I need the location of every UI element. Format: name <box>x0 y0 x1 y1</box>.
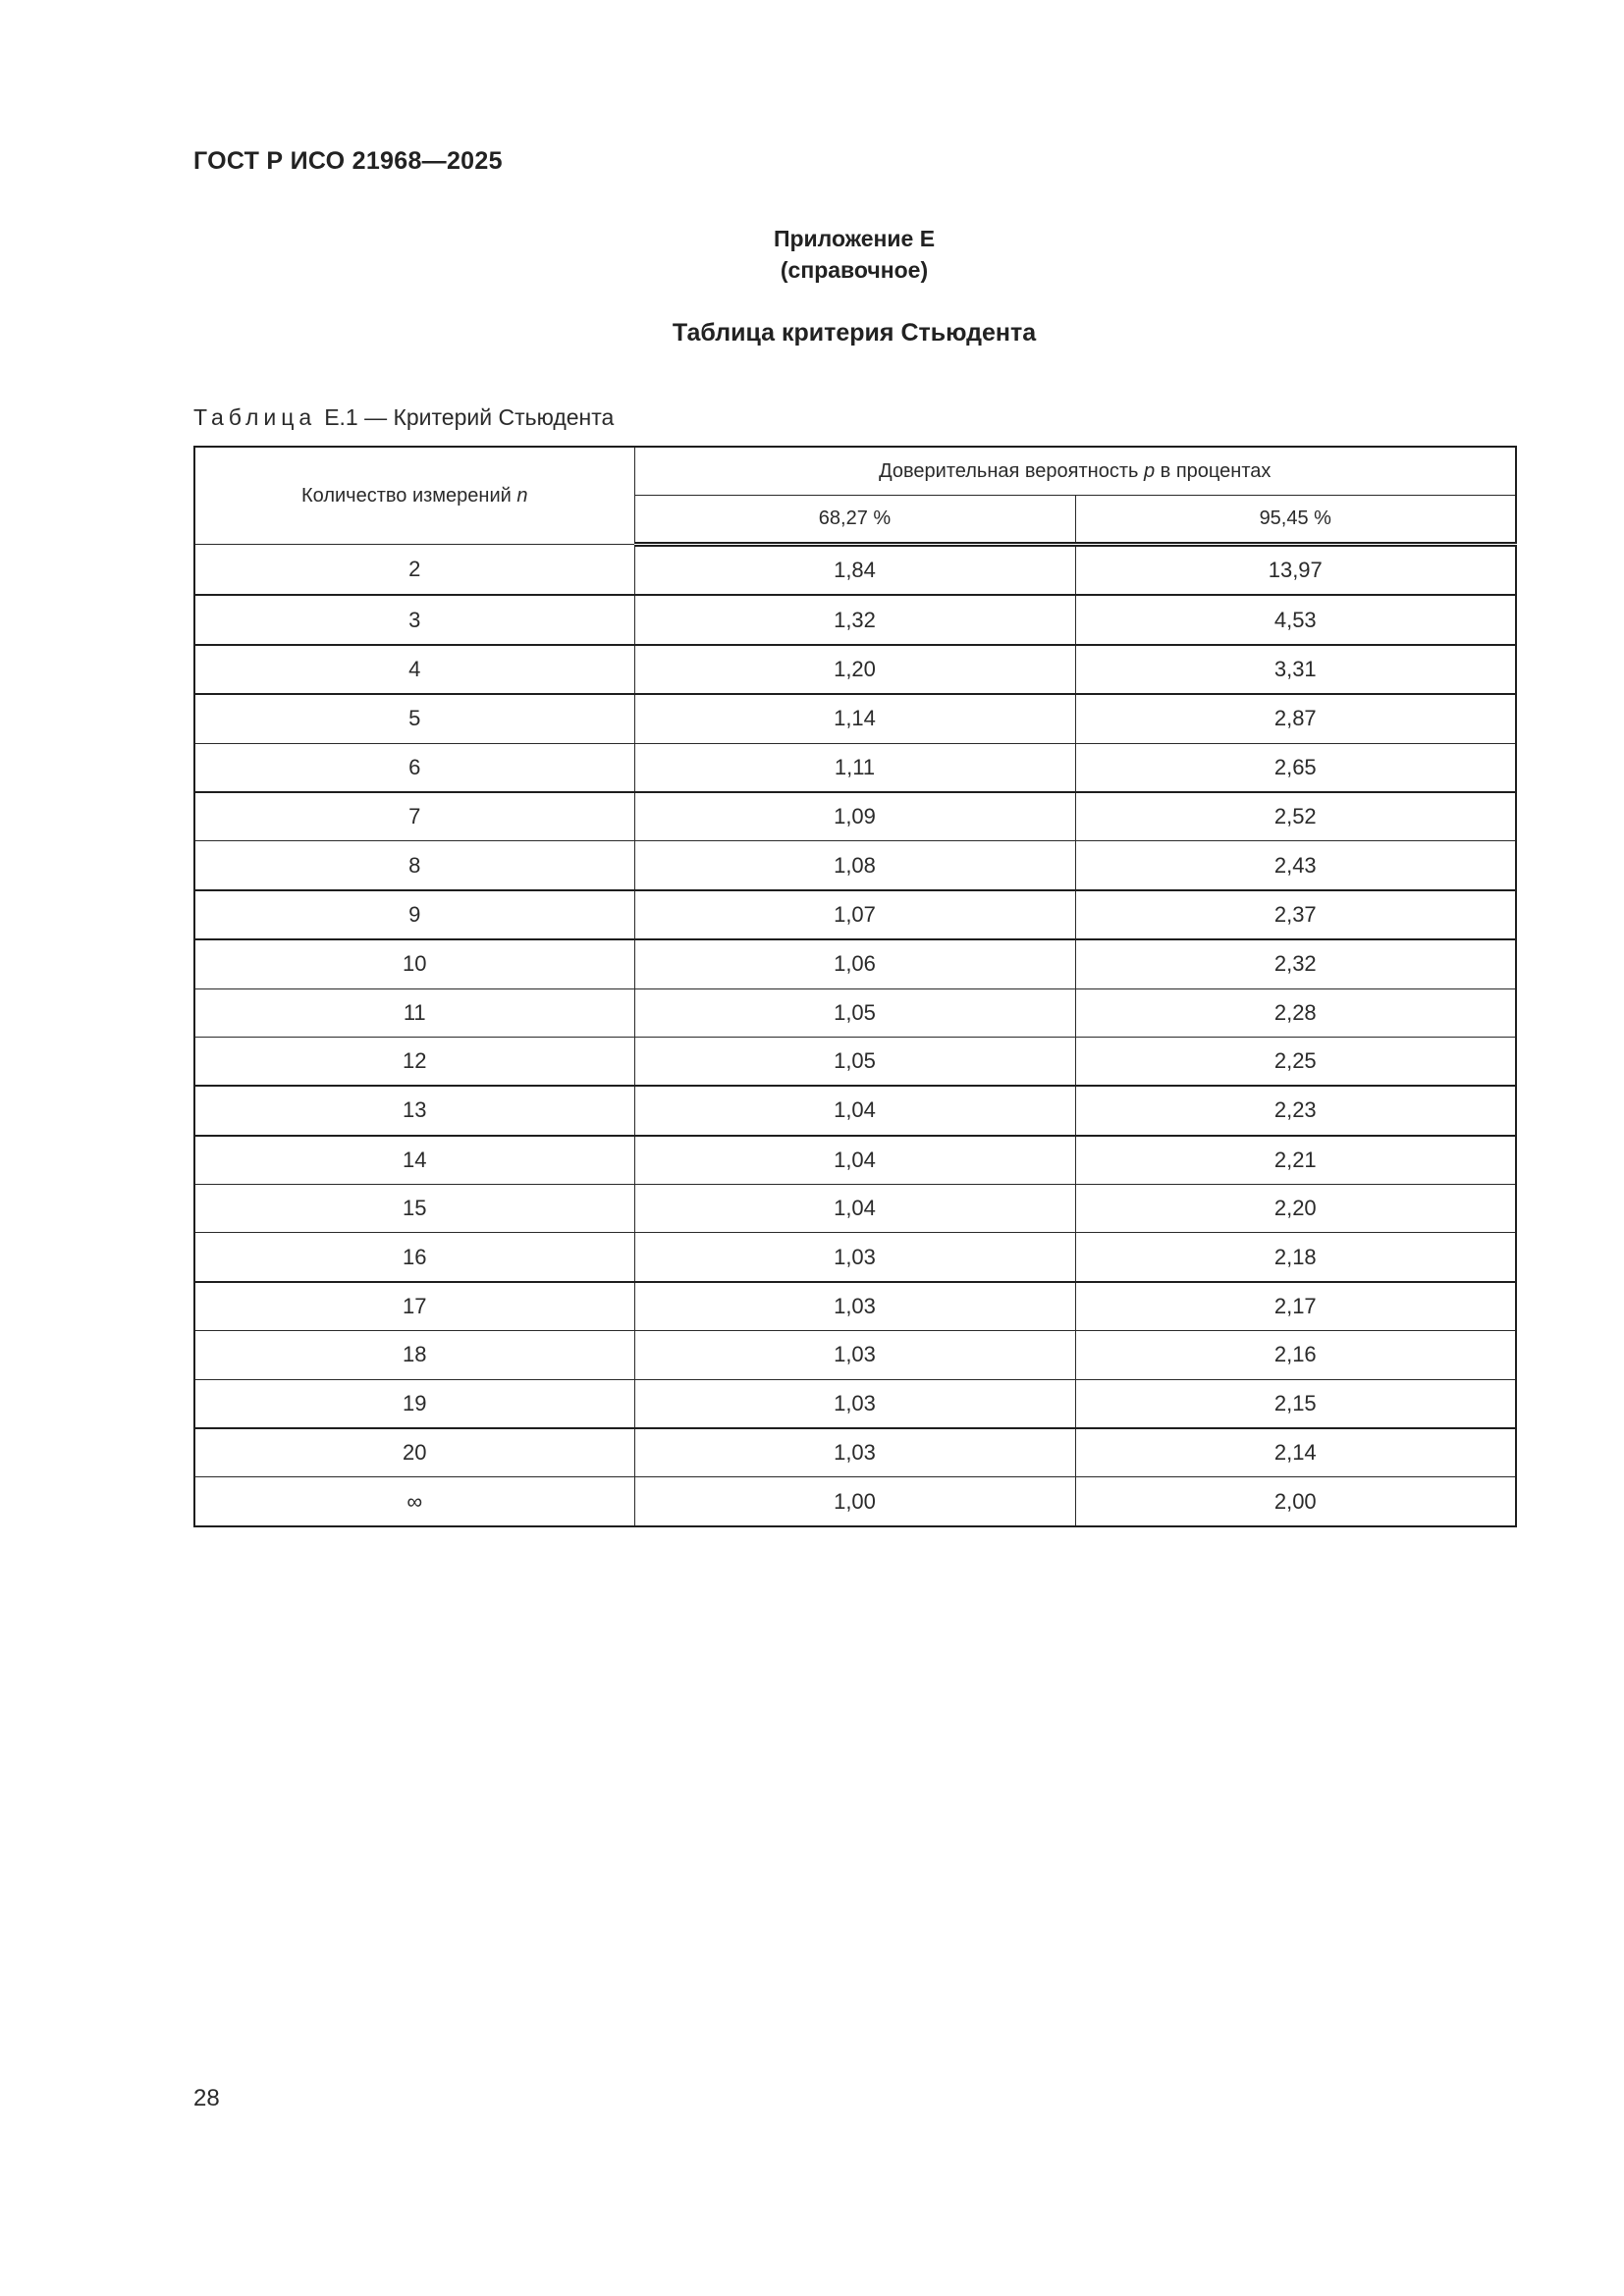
cell-p95: 2,43 <box>1075 841 1516 890</box>
table-row <box>194 743 1516 792</box>
table-row <box>194 545 1516 596</box>
cell-n: 12 <box>194 1037 634 1086</box>
cell-n: 16 <box>194 1233 634 1282</box>
table-row <box>194 1233 1516 1282</box>
cell-p95: 3,31 <box>1075 645 1516 694</box>
cell-n: 2 <box>194 545 634 596</box>
cell-n: 6 <box>194 743 634 792</box>
table-caption <box>193 404 614 431</box>
cell-n: 11 <box>194 988 634 1037</box>
document-code: ГОСТ Р ИСО 21968—2025 <box>193 147 503 175</box>
table-row <box>194 1086 1516 1135</box>
cell-p68: 1,00 <box>634 1477 1075 1526</box>
header-prob-68: 68,27 % <box>634 496 1075 545</box>
table-caption-label: Таблица <box>193 404 317 430</box>
cell-p95: 2,32 <box>1075 939 1516 988</box>
table-row <box>194 645 1516 694</box>
cell-p68: 1,03 <box>634 1428 1075 1477</box>
table-row <box>194 1477 1516 1526</box>
header-prob-95: 95,45 % <box>1075 496 1516 545</box>
cell-p68: 1,11 <box>634 743 1075 792</box>
table-row <box>194 1379 1516 1428</box>
appendix-kind: (справочное) <box>780 257 929 283</box>
cell-p95: 2,87 <box>1075 694 1516 743</box>
cell-n: 9 <box>194 890 634 939</box>
cell-p68: 1,20 <box>634 645 1075 694</box>
table-row <box>194 939 1516 988</box>
header-confidence-after: в процентах <box>1160 459 1272 482</box>
cell-p95: 2,00 <box>1075 1477 1516 1526</box>
table-row <box>194 694 1516 743</box>
table-row <box>194 1136 1516 1185</box>
cell-n: 3 <box>194 595 634 644</box>
cell-p68: 1,03 <box>634 1379 1075 1428</box>
cell-p95: 2,23 <box>1075 1086 1516 1135</box>
cell-n: 19 <box>194 1379 634 1428</box>
table-row <box>194 1037 1516 1086</box>
cell-p68: 1,05 <box>634 1037 1075 1086</box>
cell-p68: 1,04 <box>634 1086 1075 1135</box>
cell-n: 18 <box>194 1331 634 1379</box>
cell-p95: 2,21 <box>1075 1136 1516 1185</box>
header-measurement-count-label: Количество измерений <box>301 484 512 507</box>
cell-p68: 1,14 <box>634 694 1075 743</box>
student-criterion-table <box>193 446 1517 1527</box>
table-row <box>194 792 1516 841</box>
cell-p68: 1,04 <box>634 1185 1075 1233</box>
cell-n: 13 <box>194 1086 634 1135</box>
cell-p68: 1,06 <box>634 939 1075 988</box>
cell-n: 10 <box>194 939 634 988</box>
cell-p68: 1,32 <box>634 595 1075 644</box>
cell-n: 5 <box>194 694 634 743</box>
cell-p95: 2,17 <box>1075 1282 1516 1331</box>
cell-p68: 1,03 <box>634 1331 1075 1379</box>
header-confidence-before: Доверительная вероятность <box>879 459 1139 482</box>
header-confidence-probability <box>634 447 1516 496</box>
cell-p95: 2,52 <box>1075 792 1516 841</box>
table-row <box>194 1331 1516 1379</box>
cell-p68: 1,03 <box>634 1282 1075 1331</box>
cell-n: 20 <box>194 1428 634 1477</box>
cell-p68: 1,05 <box>634 988 1075 1037</box>
table-row <box>194 988 1516 1037</box>
header-measurement-count <box>194 447 634 545</box>
cell-n: ∞ <box>194 1477 634 1526</box>
cell-p68: 1,07 <box>634 890 1075 939</box>
table-caption-text: Е.1 — Критерий Стьюдента <box>324 404 615 430</box>
cell-p95: 2,20 <box>1075 1185 1516 1233</box>
table-row <box>194 841 1516 890</box>
cell-n: 8 <box>194 841 634 890</box>
cell-p68: 1,09 <box>634 792 1075 841</box>
header-measurement-count-var: n <box>516 484 528 507</box>
cell-p95: 2,25 <box>1075 1037 1516 1086</box>
cell-n: 4 <box>194 645 634 694</box>
cell-p95: 2,65 <box>1075 743 1516 792</box>
cell-n: 7 <box>194 792 634 841</box>
table-row <box>194 890 1516 939</box>
cell-p95: 13,97 <box>1075 545 1516 596</box>
table-row <box>194 1185 1516 1233</box>
appendix-title: Приложение Е <box>773 226 936 251</box>
cell-n: 15 <box>194 1185 634 1233</box>
table-row <box>194 1282 1516 1331</box>
cell-p95: 2,16 <box>1075 1331 1516 1379</box>
table-row <box>194 595 1516 644</box>
cell-p68: 1,04 <box>634 1136 1075 1185</box>
cell-n: 14 <box>194 1136 634 1185</box>
cell-p95: 2,28 <box>1075 988 1516 1037</box>
page-number: 28 <box>193 2085 220 2111</box>
cell-p95: 2,15 <box>1075 1379 1516 1428</box>
cell-p68: 1,84 <box>634 545 1075 596</box>
header-confidence-var: p <box>1143 459 1156 482</box>
cell-p68: 1,08 <box>634 841 1075 890</box>
cell-p95: 2,18 <box>1075 1233 1516 1282</box>
cell-p95: 4,53 <box>1075 595 1516 644</box>
appendix-name: Таблица критерия Стьюдента <box>672 319 1037 347</box>
cell-p95: 2,14 <box>1075 1428 1516 1477</box>
cell-p68: 1,03 <box>634 1233 1075 1282</box>
cell-p95: 2,37 <box>1075 890 1516 939</box>
cell-n: 17 <box>194 1282 634 1331</box>
table-row <box>194 1428 1516 1477</box>
